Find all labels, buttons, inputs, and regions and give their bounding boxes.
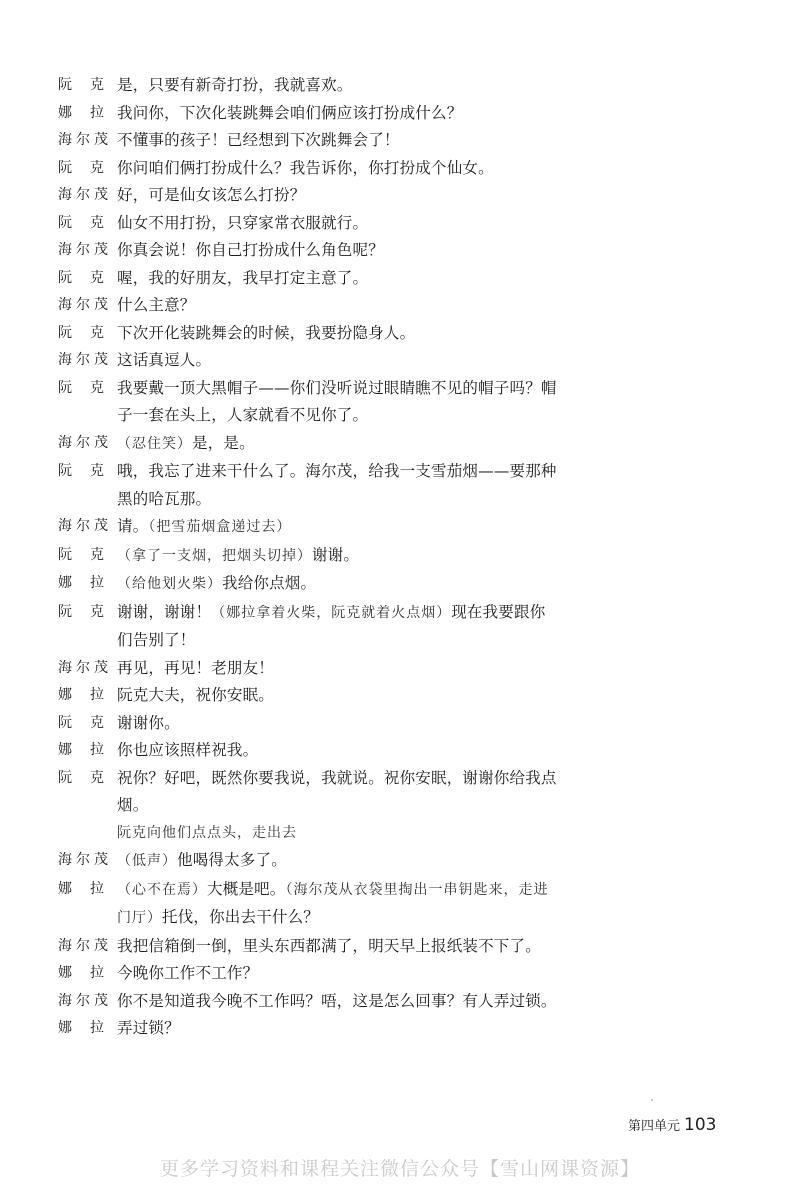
- speaker-name: 阮克: [58, 379, 104, 396]
- speech-text: [117, 265, 558, 293]
- speaker-name: 娜拉: [58, 687, 104, 703]
- speech-text: [117, 847, 558, 876]
- speaker-name: 阮克: [58, 603, 104, 620]
- dialogue-text: 仙女不用打扮，只穿家常衣服就行。: [117, 213, 369, 232]
- stage-direction-inline: （忍住笑）: [117, 435, 192, 452]
- dialogue-text: 我把信箱倒一倒，里头东西都满了，明天早上报纸装不下了。: [117, 936, 541, 955]
- speech-text: [117, 292, 558, 320]
- dialogue-line: [58, 847, 558, 876]
- stage-direction-inline: （拿了一支烟，把烟头切掉）: [117, 547, 312, 564]
- speech-text: [117, 765, 558, 820]
- dialogue-text: 再见，再见！老朋友！: [117, 658, 275, 677]
- dialogue-text: 好，可是仙女该怎么打扮？: [117, 186, 306, 204]
- dialogue-line: [58, 237, 558, 265]
- dialogue-text: 不懂事的孩子！已经想到下次跳舞会了！: [117, 131, 400, 149]
- dialogue-line: [58, 876, 558, 933]
- dialogue-text: 我给你点烟。: [222, 574, 317, 592]
- dialogue-text: 哦，我忘了进来干什么了。海尔茂，给我一支雪茄烟——要那种黑的哈瓦那。: [117, 462, 557, 508]
- dialogue-line: [58, 375, 558, 430]
- dialogue-text: 什么主意？: [117, 296, 196, 314]
- speaker-name: 娜拉: [58, 1020, 104, 1036]
- stage-direction-inline: （把雪茄烟盒递过去）: [148, 519, 292, 535]
- speech-text: [117, 458, 558, 513]
- unit-label: 第四单元: [628, 1119, 681, 1134]
- speaker-name: 娜拉: [58, 575, 104, 591]
- dialogue-line: [58, 599, 558, 655]
- speaker-name: 阮克: [58, 214, 104, 231]
- speaker-name: 阮克: [58, 463, 104, 479]
- speech-text: [117, 933, 558, 961]
- speaker-name: 娜拉: [58, 104, 104, 121]
- dialogue-line: [58, 100, 558, 128]
- dialogue-text: 我要戴一顶大黑帽子——你们没听说过眼睛瞧不见的帽子吗？帽子一套在头上，人家就看不见你了。: [117, 378, 557, 424]
- speaker-name: 海尔茂: [58, 352, 108, 368]
- dialogue-text: 你真会说！你自己打扮成什么角色呢？: [117, 241, 384, 259]
- scan-speck: [651, 1099, 653, 1101]
- dialogue-text: 喔，我的好朋友，我早打定主意了。: [117, 268, 369, 287]
- dialogue-line: [58, 210, 558, 238]
- dialogue-line: [58, 682, 558, 710]
- speech-text: [117, 655, 558, 683]
- speech-text: [117, 710, 558, 738]
- speaker-name: 海尔茂: [58, 132, 108, 148]
- dialogue-line: [58, 182, 558, 210]
- dialogue-line: [58, 127, 558, 155]
- speaker-name: 娜拉: [58, 965, 104, 981]
- speech-text: [117, 988, 558, 1016]
- speech-text: [117, 237, 558, 265]
- dialogue-line: [58, 960, 558, 988]
- dialogue-text: 祝你？好吧，既然你要我说，我就说。祝你安眠，谢谢你给我点烟。: [117, 768, 557, 814]
- speech-text: [117, 599, 558, 655]
- dialogue-line: [58, 737, 558, 765]
- dialogue-text: 今晚你工作不工作？: [117, 964, 259, 982]
- stage-direction-inline: （海尔茂从衣袋里掏出一串钥匙来，走进门厅）: [117, 881, 549, 926]
- stage-direction: 阮克向他们点点头，走出去: [117, 824, 297, 841]
- speech-text: [117, 570, 558, 599]
- page-footer: [628, 1115, 716, 1135]
- speech-text: [117, 375, 558, 430]
- stage-direction-inline: （娜拉拿着火柴，阮克就着火点烟）: [211, 604, 452, 621]
- speaker-name: 阮克: [58, 769, 104, 786]
- speaker-name: 海尔茂: [58, 297, 108, 313]
- dialogue-line: [58, 458, 558, 513]
- dialogue-text: 大概是吧。: [207, 879, 286, 898]
- dialogue-line: [58, 72, 558, 100]
- dialogue-line: [58, 765, 558, 820]
- stage-direction-inline: （给他划火柴）: [117, 576, 222, 592]
- dialogue-line: [58, 155, 558, 183]
- speaker-name: 阮克: [58, 159, 104, 176]
- speaker-name: 娜拉: [58, 880, 104, 897]
- speech-text: [117, 347, 558, 375]
- dialogue-text: 托伐，你出去干什么？: [162, 908, 320, 926]
- dialogue-line: [58, 320, 558, 348]
- speaker-name: 海尔茂: [58, 187, 108, 203]
- speech-text: [117, 737, 558, 765]
- dialogue-text: 他喝得太多了。: [177, 851, 287, 869]
- dialogue-line: [58, 655, 558, 683]
- speech-text: [117, 876, 558, 933]
- speaker-name: 阮克: [58, 546, 104, 563]
- speaker-name: 阮克: [58, 269, 104, 286]
- dialogue-line: [58, 430, 558, 459]
- speaker-name: 海尔茂: [58, 242, 108, 258]
- dialogue-text: 这话真逗人。: [117, 351, 212, 369]
- dialogue-line: [58, 988, 558, 1016]
- dialogue-text: 你也应该照样祝我。: [117, 741, 259, 759]
- speech-text: [117, 430, 558, 459]
- dialogue-text: 现在我要跟你们告别了！: [117, 602, 546, 649]
- dialogue-line: [58, 710, 558, 738]
- dialogue-line: [58, 513, 558, 542]
- page-number: 103: [684, 1115, 717, 1135]
- speaker-name: 海尔茂: [58, 434, 108, 451]
- speech-text: [117, 1015, 558, 1043]
- script-text: [58, 72, 558, 1043]
- speech-text: [117, 155, 558, 183]
- speaker-name: 海尔茂: [58, 937, 108, 954]
- speech-text: [117, 960, 558, 988]
- speech-text: [117, 72, 558, 100]
- speech-text: [117, 127, 558, 155]
- dialogue-line: [58, 542, 558, 571]
- dialogue-text: 是，只要有新奇打扮，我就喜欢。: [117, 76, 353, 94]
- dialogue-text: 是，是。: [192, 433, 255, 452]
- dialogue-text: 你不是知道我今晚不工作吗？唔，这是怎么回事？有人弄过锁。: [117, 991, 557, 1010]
- dialogue-line: [58, 347, 558, 375]
- speaker-name: 海尔茂: [58, 518, 108, 534]
- speech-text: [117, 182, 558, 210]
- speech-text: [117, 320, 558, 348]
- speaker-name: 阮克: [58, 714, 104, 731]
- dialogue-text: 我问你，下次化装跳舞会咱们俩应该打扮成什么？: [117, 103, 463, 122]
- speaker-name: 海尔茂: [58, 659, 108, 676]
- dialogue-line: [58, 1015, 558, 1043]
- speaker-name: 海尔茂: [58, 992, 108, 1009]
- dialogue-text: 下次开化装跳舞会的时候，我要扮隐身人。: [117, 323, 416, 342]
- speech-text: [117, 210, 558, 238]
- speech-text: [117, 513, 558, 542]
- speaker-name: 海尔茂: [58, 852, 108, 868]
- dialogue-text: 请。: [117, 517, 149, 535]
- dialogue-line: [58, 292, 558, 320]
- stage-direction-inline: （低声）: [117, 853, 177, 869]
- dialogue-line: [58, 570, 558, 599]
- speech-text: [117, 682, 558, 710]
- speech-text: [117, 100, 558, 128]
- dialogue-line: [58, 933, 558, 961]
- speaker-name: 阮克: [58, 324, 104, 341]
- watermark-text: 更多学习资料和课程关注微信公众号【雪山网课资源】: [159, 1158, 640, 1180]
- speaker-name: 娜拉: [58, 742, 104, 758]
- dialogue-text: 弄过锁？: [117, 1019, 180, 1037]
- dialogue-text: 谢谢你。: [117, 713, 180, 732]
- speaker-name: 阮克: [58, 77, 104, 93]
- stage-direction-inline: （心不在焉）: [117, 881, 207, 898]
- dialogue-text: 阮克大夫，祝你安眠。: [117, 686, 275, 704]
- dialogue-text: 谢谢。: [312, 545, 360, 564]
- speech-text: [117, 542, 558, 571]
- dialogue-text: 你问咱们俩打扮成什么？我告诉你，你打扮成个仙女。: [117, 158, 494, 177]
- dialogue-line: [58, 265, 558, 293]
- dialogue-text: 谢谢，谢谢！: [117, 602, 212, 621]
